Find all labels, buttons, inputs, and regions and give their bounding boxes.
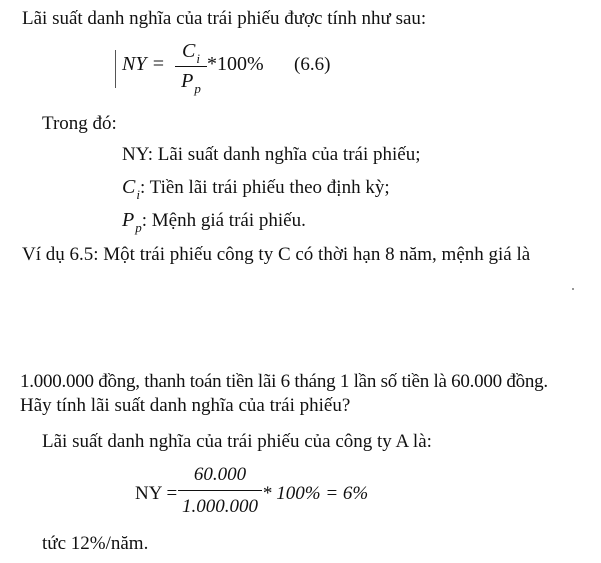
formula-example-fraction-bar [178, 490, 262, 491]
formula-example-lhs: NY = [135, 483, 178, 504]
formula-lhs: NY = [122, 53, 165, 75]
conclusion-text: tức 12%/năm. [42, 533, 149, 554]
formula-numerator: $C_i$ [182, 40, 200, 66]
formula-denominator: $P_p$ [181, 70, 201, 96]
example-line-3: Lãi suất danh nghĩa của trái phiếu của công ty A là: [42, 431, 432, 452]
stray-dot [572, 288, 574, 290]
definition-ci: $C_i$: Tiền lãi trái phiếu theo định kỳ; [122, 176, 390, 202]
definition-ny: NY: Lãi suất danh nghĩa của trái phiếu; [122, 144, 421, 165]
formula-fraction-bar [175, 66, 207, 67]
formula-equation-number: (6.6) [294, 54, 331, 75]
where-label: Trong đó: [42, 113, 117, 134]
text-cursor-mark [115, 50, 116, 88]
formula-example-tail: * 100% = 6% [262, 483, 369, 504]
example-6-5: Ví dụ 6.5: Một trái phiếu công ty C có thời hạn 8 năm, mệnh giá là [22, 244, 531, 265]
formula-tail: *100% [207, 53, 264, 75]
example-line-2: Hãy tính lãi suất danh nghĩa của trái phiếu? [20, 395, 351, 416]
formula-example-denominator: 1.000.000 [182, 496, 258, 517]
example-line-1: 1.000.000 đồng, thanh toán tiền lãi 6 tháng 1 lần số tiền là 60.000 đồng. [20, 371, 548, 392]
intro-text: Lãi suất danh nghĩa của trái phiếu được tính như sau: [22, 8, 427, 29]
formula-example-numerator: 60.000 [193, 464, 247, 485]
definition-pp: $P_p$: Mệnh giá trái phiếu. [122, 209, 306, 235]
